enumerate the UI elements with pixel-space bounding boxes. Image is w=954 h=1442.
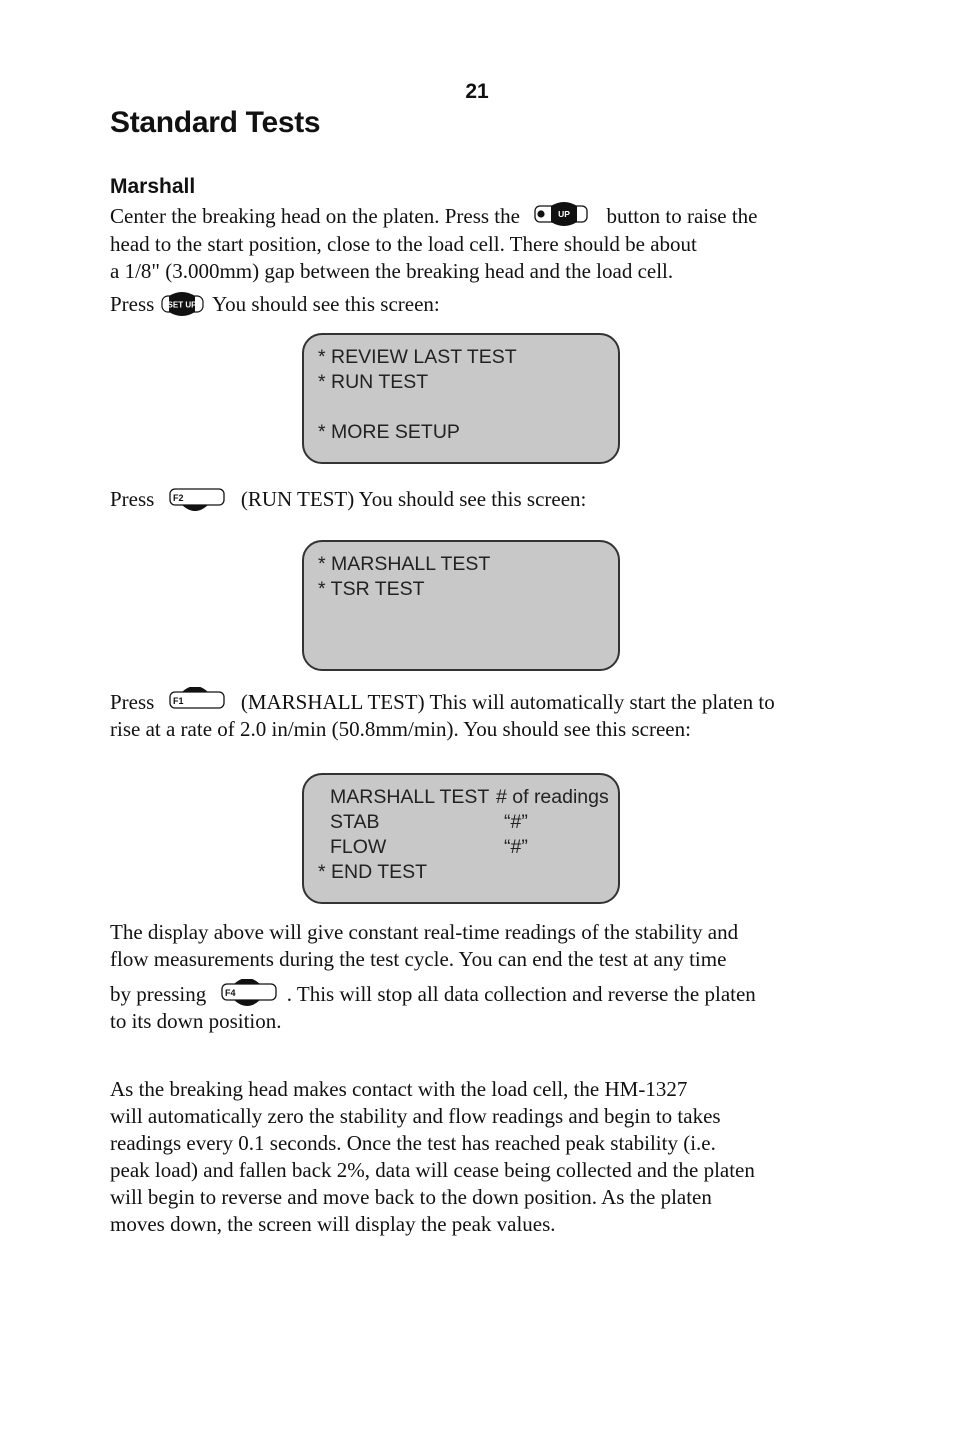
press-setup-before: Press [110,292,155,316]
f2-button-icon [168,484,228,514]
press-f2-after: (RUN TEST) You should see this screen: [240,487,587,511]
screen2-line: * MARSHALL TEST [318,553,491,575]
screen3-row-header [318,785,618,810]
para1-line2: head to the start position, close to the load cell. There should be about [110,232,697,256]
setup-key-label: SET UP [167,300,197,310]
final-para-line: As the breaking head makes contact with the load cell, the HM-1327 [110,1077,688,1101]
up-button-icon [533,201,593,231]
screen3-row2-value: “#” [504,811,528,833]
press-setup-line [110,291,440,320]
press-f2-line [110,486,586,516]
screen3-row1-label: MARSHALL TEST [330,786,490,808]
final-para-line: peak load) and fallen back 2%, data will cease being collected and the platen [110,1158,755,1182]
para1-text-b: button to raise the [606,204,758,228]
press-f1-after: (MARSHALL TEST) This will automatically start the platen to [240,690,775,714]
display-para-line3 [110,981,756,1011]
para1-text-a: Center the breaking head on the platen. Press the [110,204,520,228]
para1-line3: a 1/8" (3.000mm) gap between the breaking head and the load cell. [110,259,674,283]
screen3-row3-label: FLOW [330,836,387,858]
lcd-screen-marshall-test [302,773,620,904]
press-f1-line [110,689,775,719]
final-para-line: will begin to reverse and move back to the down position. As the platen [110,1185,712,1209]
press-f2-before: Press [110,487,155,511]
press-f1-before: Press [110,690,155,714]
f2-key-label: F2 [172,493,184,504]
display-para-text-a: by pressing [110,982,207,1006]
screen2-line: * TSR TEST [318,578,425,600]
f4-key-label: F4 [224,988,236,999]
press-f1-line2: rise at a rate of 2.0 in/min (50.8mm/min). You should see this screen: [110,717,691,741]
screen3-row1-value: # of readings [496,786,609,808]
screen1-line: * MORE SETUP [318,421,460,443]
f1-key-label: F1 [172,696,184,707]
screen3-row3-value: “#” [504,836,528,858]
display-para-line1: The display above will give constant real-time readings of the stability and [110,920,739,944]
section-heading-marshall: Marshall [110,175,196,198]
f1-button-icon [168,687,228,717]
setup-button-icon [161,290,205,318]
screen1-line: * REVIEW LAST TEST [318,346,517,368]
final-para-line: readings every 0.1 seconds. Once the test has reached peak stability (i.e. [110,1131,716,1155]
screen3-row2-label: STAB [330,811,380,833]
screen3-row-flow [318,835,618,860]
lcd-screen-main-menu [302,333,620,464]
screen3-row4-label: * END TEST [318,861,428,883]
lcd-screen-test-select [302,540,620,671]
f4-button-icon [220,979,280,1009]
display-para-line4: to its down position. [110,1009,282,1033]
para1-line1 [110,203,758,233]
final-para-line: moves down, the screen will display the peak values. [110,1212,556,1236]
press-setup-after: You should see this screen: [212,292,440,316]
display-para-line2: flow measurements during the test cycle. You can end the test at any time [110,947,727,971]
page-number: 21 [465,80,489,103]
screen1-line: * RUN TEST [318,371,429,393]
up-key-label: UP [558,209,571,220]
display-para-text-b: . This will stop all data collection and reverse the platen [286,982,756,1006]
final-para-line: will automatically zero the stability and flow readings and begin to takes [110,1104,721,1128]
screen3-row-end [318,860,618,885]
screen3-row-stab [318,810,618,835]
page-title: Standard Tests [110,106,321,139]
screen1-line [318,395,618,420]
